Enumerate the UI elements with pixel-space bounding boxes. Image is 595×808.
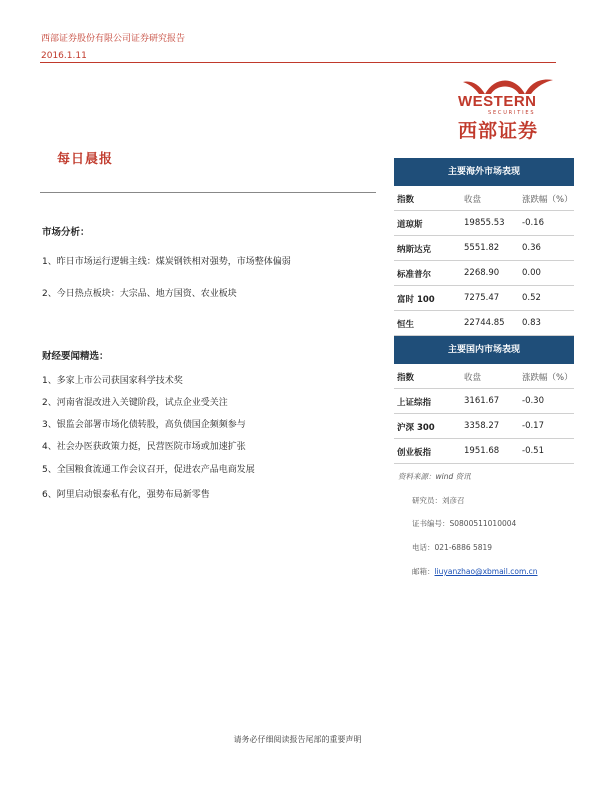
index-change: 0.52 [522, 293, 541, 303]
table-row [394, 389, 574, 414]
index-close: 19855.53 [464, 218, 505, 228]
index-name: 标准普尔 [397, 270, 432, 280]
market-analysis-heading: 市场分析： [42, 227, 90, 238]
analyst-name: 研究员：刘彦召 [412, 496, 465, 505]
col-header-close: 收盘 [464, 195, 482, 205]
report-date: 2016.1.11 [41, 51, 87, 61]
overseas-header-row [394, 186, 574, 211]
index-close: 1951.68 [464, 446, 500, 456]
index-change: 0.00 [522, 268, 541, 278]
col-header-change: 涨跌幅（%） [522, 195, 573, 205]
table-row [394, 311, 574, 336]
index-close: 3358.27 [464, 421, 500, 431]
phone-number: 电话：021-6886 5819 [412, 543, 493, 552]
email-label: 邮箱： [412, 567, 435, 576]
index-change: 0.36 [522, 243, 541, 253]
news-item: 5、全国粮食流通工作会议召开，促进农产品电商发展 [42, 465, 255, 475]
index-close: 22744.85 [464, 318, 505, 328]
domestic-header-row [394, 364, 574, 389]
market-panel [394, 158, 574, 464]
cert-number: 证书编号：S0800511010004 [412, 519, 517, 528]
col-header-close: 收盘 [464, 373, 482, 383]
index-close: 5551.82 [464, 243, 500, 253]
index-close: 7275.47 [464, 293, 500, 303]
col-header-index: 指数 [397, 373, 415, 383]
table-row [394, 286, 574, 311]
index-name: 道琼斯 [397, 220, 423, 230]
index-name: 纳斯达克 [397, 245, 432, 255]
news-item: 1、多家上市公司获国家科学技术奖 [42, 376, 183, 386]
market-analysis-item: 2、今日热点板块：大宗品、地方国资、农业板块 [42, 289, 237, 299]
header-divider [40, 62, 556, 63]
table-row [394, 261, 574, 286]
index-name: 恒生 [397, 320, 415, 330]
index-name: 创业板指 [397, 448, 432, 458]
col-header-change: 涨跌幅（%） [522, 373, 573, 383]
index-change: -0.30 [522, 396, 544, 406]
index-name: 富时 100 [397, 295, 435, 305]
table-row [394, 236, 574, 261]
news-item: 2、河南省混改进入关键阶段，试点企业受关注 [42, 398, 228, 408]
index-change: -0.51 [522, 446, 544, 456]
table-row [394, 211, 574, 236]
market-analysis-item: 1、昨日市场运行逻辑主线：煤炭钢铁相对强势，市场整体偏弱 [42, 257, 291, 267]
index-change: 0.83 [522, 318, 541, 328]
news-item: 4、社会办医获政策力挺，民营医院市场或加速扩张 [42, 442, 246, 452]
domestic-panel-title: 主要国内市场表现 [394, 336, 574, 364]
email-link[interactable]: liuyanzhao@xbmail.com.cn [434, 567, 538, 576]
table-row [394, 414, 574, 439]
news-heading: 财经要闻精选： [42, 351, 109, 362]
logo-text-cn: 西部证券 [458, 120, 539, 142]
title-divider [40, 192, 376, 193]
footer-disclaimer: 请务必仔细阅读报告尾部的重要声明 [233, 735, 362, 744]
news-item: 6、阿里启动银泰私有化，强势布局新零售 [42, 490, 210, 500]
index-change: -0.16 [522, 218, 544, 228]
index-change: -0.17 [522, 421, 544, 431]
page-title: 每日晨报 [57, 152, 114, 167]
index-close: 3161.67 [464, 396, 500, 406]
col-header-index: 指数 [397, 195, 415, 205]
index-close: 2268.90 [464, 268, 500, 278]
data-source: 资料来源：wind 资讯 [398, 472, 471, 481]
logo-text-en: WESTERN [458, 93, 537, 110]
table-row [394, 439, 574, 464]
overseas-panel-title: 主要海外市场表现 [394, 158, 574, 186]
logo-text-sub: SECURITIES [488, 110, 536, 116]
index-name: 上证综指 [397, 398, 432, 408]
company-header: 西部证券股份有限公司证券研究报告 [41, 34, 186, 44]
email-line [412, 566, 538, 577]
news-item: 3、银监会部署市场化债转股，高负债国企频频参与 [42, 420, 246, 430]
index-name: 沪深 300 [397, 423, 435, 433]
